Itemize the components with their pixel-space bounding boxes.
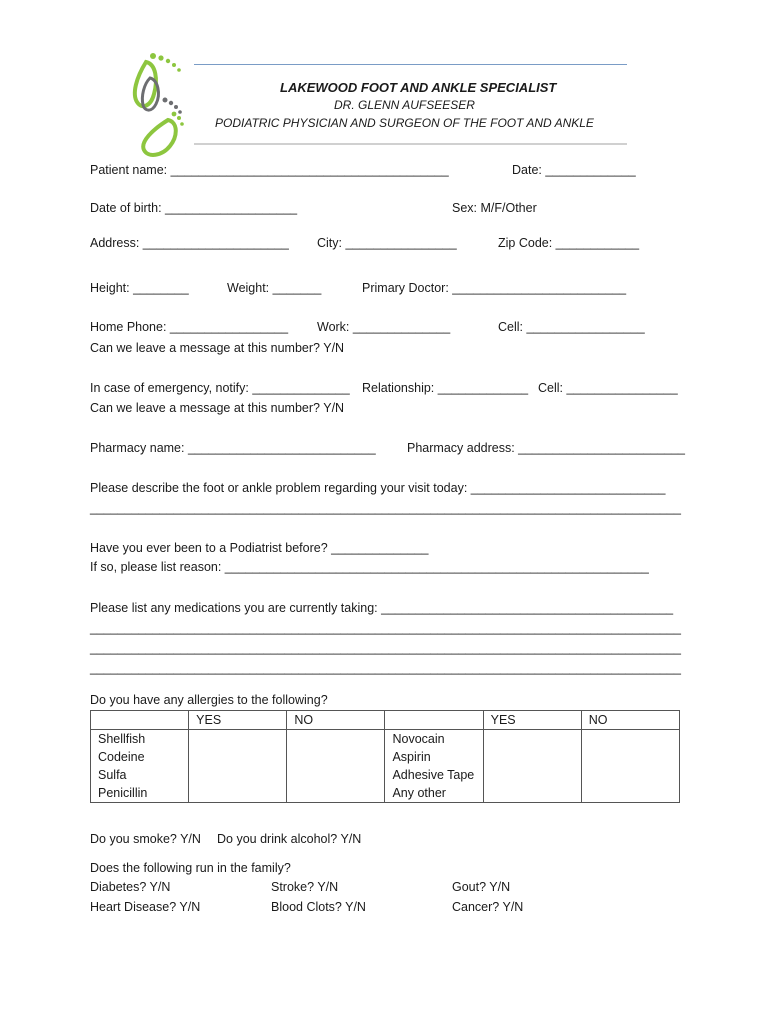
allergen-label: Codeine [91,748,189,766]
problem-description-field[interactable]: Please describe the foot or ankle problem regarding your visit today: ____________________________ [90,481,666,495]
city-field[interactable]: City: ________________ [317,236,457,250]
medications-line[interactable]: _____________________________________________________________________________________ [90,641,681,655]
height-field[interactable]: Height: ________ [90,281,189,295]
message-question-2: Can we leave a message at this number? Y/N [90,401,345,415]
table-cell [91,711,189,730]
emergency-cell-field[interactable]: Cell: ________________ [538,381,678,395]
allergen-label: Shellfish [91,730,189,749]
problem-line[interactable]: _____________________________________________________________________________________ [90,501,681,515]
allergen-label: Penicillin [91,784,189,803]
blood-clots-question[interactable]: Blood Clots? Y/N [271,900,366,914]
no-checkbox-cell[interactable] [287,748,385,766]
footprints-icon [128,50,190,160]
message-question-1: Can we leave a message at this number? Y/N [90,341,345,355]
pharmacy-name-field[interactable]: Pharmacy name: ___________________________ [90,441,376,455]
relationship-field[interactable]: Relationship: _____________ [362,381,529,395]
practice-logo [128,50,190,160]
allergies-question: Do you have any allergies to the following? [90,693,328,707]
yes-checkbox-cell[interactable] [189,748,287,766]
emergency-contact-field[interactable]: In case of emergency, notify: ______________ [90,381,350,395]
cell-field[interactable]: Cell: _________________ [498,320,645,334]
yes-checkbox-cell[interactable] [483,748,581,766]
stroke-question[interactable]: Stroke? Y/N [271,880,339,894]
alcohol-question[interactable]: Do you drink alcohol? Y/N [217,832,362,846]
weight-field[interactable]: Weight: _______ [227,281,322,295]
primary-doctor-field[interactable]: Primary Doctor: _________________________ [362,281,627,295]
yes-checkbox-cell[interactable] [483,784,581,803]
allergy-table [90,710,680,803]
no-checkbox-cell[interactable] [581,730,679,749]
no-checkbox-cell[interactable] [581,766,679,784]
date-field[interactable]: Date: _____________ [512,163,636,177]
yes-checkbox-cell[interactable] [483,766,581,784]
address-field[interactable]: Address: _____________________ [90,236,289,250]
no-header: NO [581,711,679,730]
yes-header: YES [189,711,287,730]
table-row [91,784,680,803]
no-checkbox-cell[interactable] [581,784,679,803]
yes-header: YES [483,711,581,730]
header-rule-bottom [194,143,627,145]
pharmacy-address-field[interactable]: Pharmacy address: ________________________ [407,441,686,455]
allergen-label: Aspirin [385,748,483,766]
header-rule-top [194,64,627,65]
doctor-name: DR. GLENN AUFSEESER [334,98,475,112]
heart-disease-question[interactable]: Heart Disease? Y/N [90,900,201,914]
allergen-label: Sulfa [91,766,189,784]
sex-field[interactable]: Sex: M/F/Other [452,201,537,215]
allergen-label: Novocain [385,730,483,749]
gout-question[interactable]: Gout? Y/N [452,880,511,894]
cancer-question[interactable]: Cancer? Y/N [452,900,524,914]
yes-checkbox-cell[interactable] [189,766,287,784]
diabetes-question[interactable]: Diabetes? Y/N [90,880,171,894]
practice-title: LAKEWOOD FOOT AND ANKLE SPECIALIST [280,80,557,95]
table-row [91,748,680,766]
allergen-label: Adhesive Tape [385,766,483,784]
no-header: NO [287,711,385,730]
medications-line[interactable]: _____________________________________________________________________________________ [90,661,681,675]
podiatrist-question[interactable]: Have you ever been to a Podiatrist before? ______________ [90,541,429,555]
medications-field[interactable]: Please list any medications you are currently taking: __________________________________________ [90,601,674,615]
yes-checkbox-cell[interactable] [189,730,287,749]
allergen-label: Any other [385,784,483,803]
family-history-question: Does the following run in the family? [90,861,291,875]
no-checkbox-cell[interactable] [287,784,385,803]
reason-field[interactable]: If so, please list reason: _____________________________________________________________ [90,560,649,574]
yes-checkbox-cell[interactable] [483,730,581,749]
no-checkbox-cell[interactable] [287,730,385,749]
yes-checkbox-cell[interactable] [189,784,287,803]
no-checkbox-cell[interactable] [581,748,679,766]
zip-field[interactable]: Zip Code: ____________ [498,236,640,250]
work-phone-field[interactable]: Work: ______________ [317,320,451,334]
table-cell [385,711,483,730]
home-phone-field[interactable]: Home Phone: _________________ [90,320,289,334]
no-checkbox-cell[interactable] [287,766,385,784]
dob-field[interactable]: Date of birth: ___________________ [90,201,298,215]
table-row [91,766,680,784]
medications-line[interactable]: _____________________________________________________________________________________ [90,621,681,635]
practice-subtitle: PODIATRIC PHYSICIAN AND SURGEON OF THE FOOT AND ANKLE [215,116,594,130]
table-row [91,730,680,749]
patient-name-field[interactable]: Patient name: ________________________________________ [90,163,449,177]
smoke-question[interactable]: Do you smoke? Y/N [90,832,201,846]
